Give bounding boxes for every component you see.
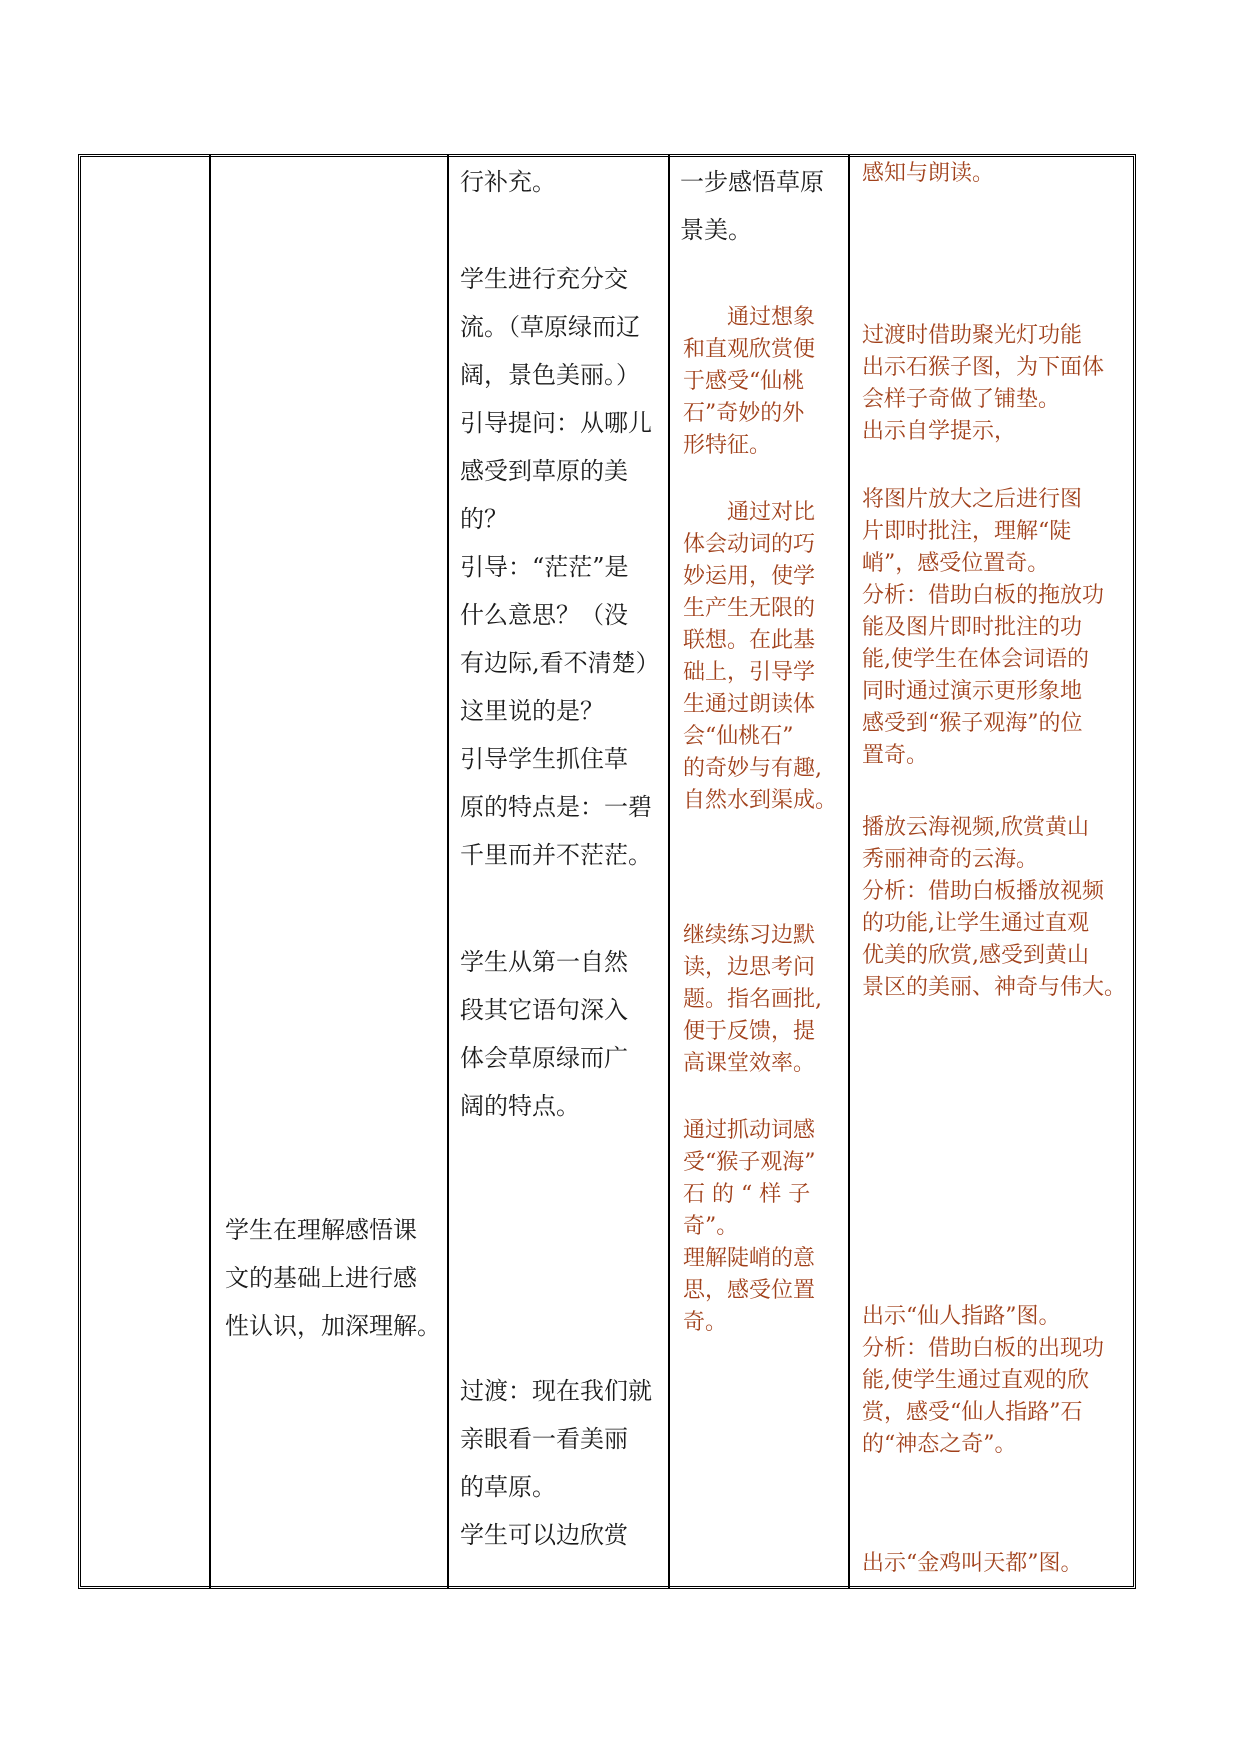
text-line: 会样子奇做了铺垫。 <box>862 387 1061 412</box>
text-line: 播放云海视频,欣赏黄山 <box>862 815 1089 840</box>
text-line: 过渡时借助聚光灯功能 <box>862 323 1083 348</box>
text-line: 能及图片即时批注的功 <box>862 615 1083 640</box>
text-line: 分析：借助白板的拖放功 <box>862 583 1105 608</box>
teaching-process-cell <box>460 158 665 206</box>
text-line: 能,使学生通过直观的欣 <box>862 1368 1089 1393</box>
text-line: 片即时批注，理解“陡 <box>862 519 1072 544</box>
text-line: 的草原。 <box>460 1473 556 1501</box>
text-line: 础上，引导学 <box>683 660 816 685</box>
intent-cell <box>683 920 845 1080</box>
text-line: 的功能,让学生通过直观 <box>862 911 1089 936</box>
text-line: 段其它语句深入 <box>460 996 628 1024</box>
teaching-process-cell <box>460 938 665 1130</box>
column-divider <box>848 154 850 1589</box>
text-line: 理解陡峭的意 <box>683 1246 816 1271</box>
column-divider <box>447 154 449 1589</box>
text-line: 一步感悟草原 <box>680 168 824 196</box>
text-line: 引导学生抓住草 <box>460 745 628 773</box>
text-line: 石”奇妙的外 <box>683 401 805 426</box>
text-line: 奇。 <box>683 1310 728 1335</box>
text-line: 性认识，加深理解。 <box>225 1312 441 1340</box>
text-line: 生通过朗读体 <box>683 692 816 717</box>
media-use-cell <box>862 1301 1130 1461</box>
text-line: 优美的欣赏,感受到黄山 <box>862 943 1089 968</box>
text-line: 思，感受位置 <box>683 1278 816 1303</box>
column-divider <box>209 154 211 1589</box>
text-line: 感受到“猴子观海”的位 <box>862 711 1083 736</box>
text-line: 继续练习边默 <box>683 923 816 948</box>
text-line: 景美。 <box>680 216 752 244</box>
text-line: 的奇妙与有趣, <box>683 756 822 781</box>
media-use-cell <box>862 320 1130 448</box>
text-line: 出示自学提示， <box>862 419 1017 444</box>
text-line: 的“神态之奇”。 <box>862 1432 1017 1457</box>
intent-cell <box>683 497 845 817</box>
text-line: 引导：“茫茫”是 <box>460 553 629 581</box>
text-line: 什么意思？（没 <box>460 601 628 629</box>
text-line: 形特征。 <box>683 433 772 458</box>
column-divider <box>668 154 670 1589</box>
text-line: 生产生无限的 <box>683 596 816 621</box>
text-line: 分析：借助白板的出现功 <box>862 1336 1105 1361</box>
text-line: 景区的美丽、神奇与伟大。 <box>862 975 1127 1000</box>
text-line: 通过对比 <box>683 500 816 525</box>
text-line: 通过想象 <box>683 305 816 330</box>
intent-cell <box>683 302 845 462</box>
text-line: 感知与朗读。 <box>862 161 995 186</box>
text-line: 置奇。 <box>862 743 929 768</box>
text-line: 体会草原绿而广 <box>460 1044 628 1072</box>
teaching-process-cell <box>460 1367 665 1559</box>
text-line: 学生从第一自然 <box>460 948 628 976</box>
text-line: 受“猴子观海” <box>683 1150 816 1175</box>
text-line: 文的基础上进行感 <box>225 1264 417 1292</box>
text-line: 学生在理解感悟课 <box>225 1216 417 1244</box>
intent-cell <box>683 1115 845 1339</box>
intent-cell <box>680 158 845 254</box>
media-use-cell <box>862 484 1130 772</box>
text-line: 学生进行充分交 <box>460 265 628 293</box>
teaching-process-cell <box>460 255 665 879</box>
text-line: 出示石猴子图，为下面体 <box>862 355 1105 380</box>
text-line: 自然水到渠成。 <box>683 788 838 813</box>
text-line: 学生可以边欣赏 <box>460 1521 628 1549</box>
text-line: 阔，景色美丽。） <box>460 361 640 389</box>
text-line: 通过抓动词感 <box>683 1118 816 1143</box>
text-line: 于感受“仙桃 <box>683 369 805 394</box>
text-line: 和直观欣赏便 <box>683 337 816 362</box>
text-line: 引导提问：从哪儿 <box>460 409 652 437</box>
text-line: 联想。在此基 <box>683 628 816 653</box>
text-line: 出示“金鸡叫天都”图。 <box>862 1551 1083 1576</box>
text-line: 体会动词的巧 <box>683 532 816 557</box>
text-line: 分析：借助白板播放视频 <box>862 879 1105 904</box>
goal-cell <box>225 1206 440 1350</box>
text-line: 过渡：现在我们就 <box>460 1377 652 1405</box>
text-line: 千里而并不茫茫。 <box>460 841 652 869</box>
text-line: 读，边思考问 <box>683 955 816 980</box>
text-line: 赏，感受“仙人指路”石 <box>862 1400 1083 1425</box>
text-line: 感受到草原的美 <box>460 457 628 485</box>
text-line: 将图片放大之后进行图 <box>862 487 1083 512</box>
text-line: 行补充。 <box>460 168 556 196</box>
media-use-cell <box>862 158 1130 190</box>
text-line: 便于反馈，提 <box>683 1019 816 1044</box>
media-use-cell <box>862 1548 1130 1580</box>
text-line: 能,使学生在体会词语的 <box>862 647 1089 672</box>
text-line: 秀丽神奇的云海。 <box>862 847 1039 872</box>
text-line: 流。（草原绿而辽 <box>460 313 640 341</box>
text-line: 原的特点是：一碧 <box>460 793 652 821</box>
text-line: 的？ <box>460 505 508 533</box>
media-use-cell <box>862 812 1130 1004</box>
text-line: 亲眼看一看美丽 <box>460 1425 628 1453</box>
text-line: 同时通过演示更形象地 <box>862 679 1083 704</box>
text-line: 这里说的是？ <box>460 697 604 725</box>
text-line: 阔的特点。 <box>460 1092 580 1120</box>
text-line: 会“仙桃石” <box>683 724 794 749</box>
text-line: 峭”，感受位置奇。 <box>862 551 1050 576</box>
text-line: 石 的 “ 样 子 <box>683 1182 811 1207</box>
text-line: 出示“仙人指路”图。 <box>862 1304 1061 1329</box>
text-line: 有边际,看不清楚） <box>460 649 660 677</box>
text-line: 高课堂效率。 <box>683 1051 816 1076</box>
text-line: 题。指名画批, <box>683 987 822 1012</box>
text-line: 奇”。 <box>683 1214 739 1239</box>
text-line: 妙运用，使学 <box>683 564 816 589</box>
